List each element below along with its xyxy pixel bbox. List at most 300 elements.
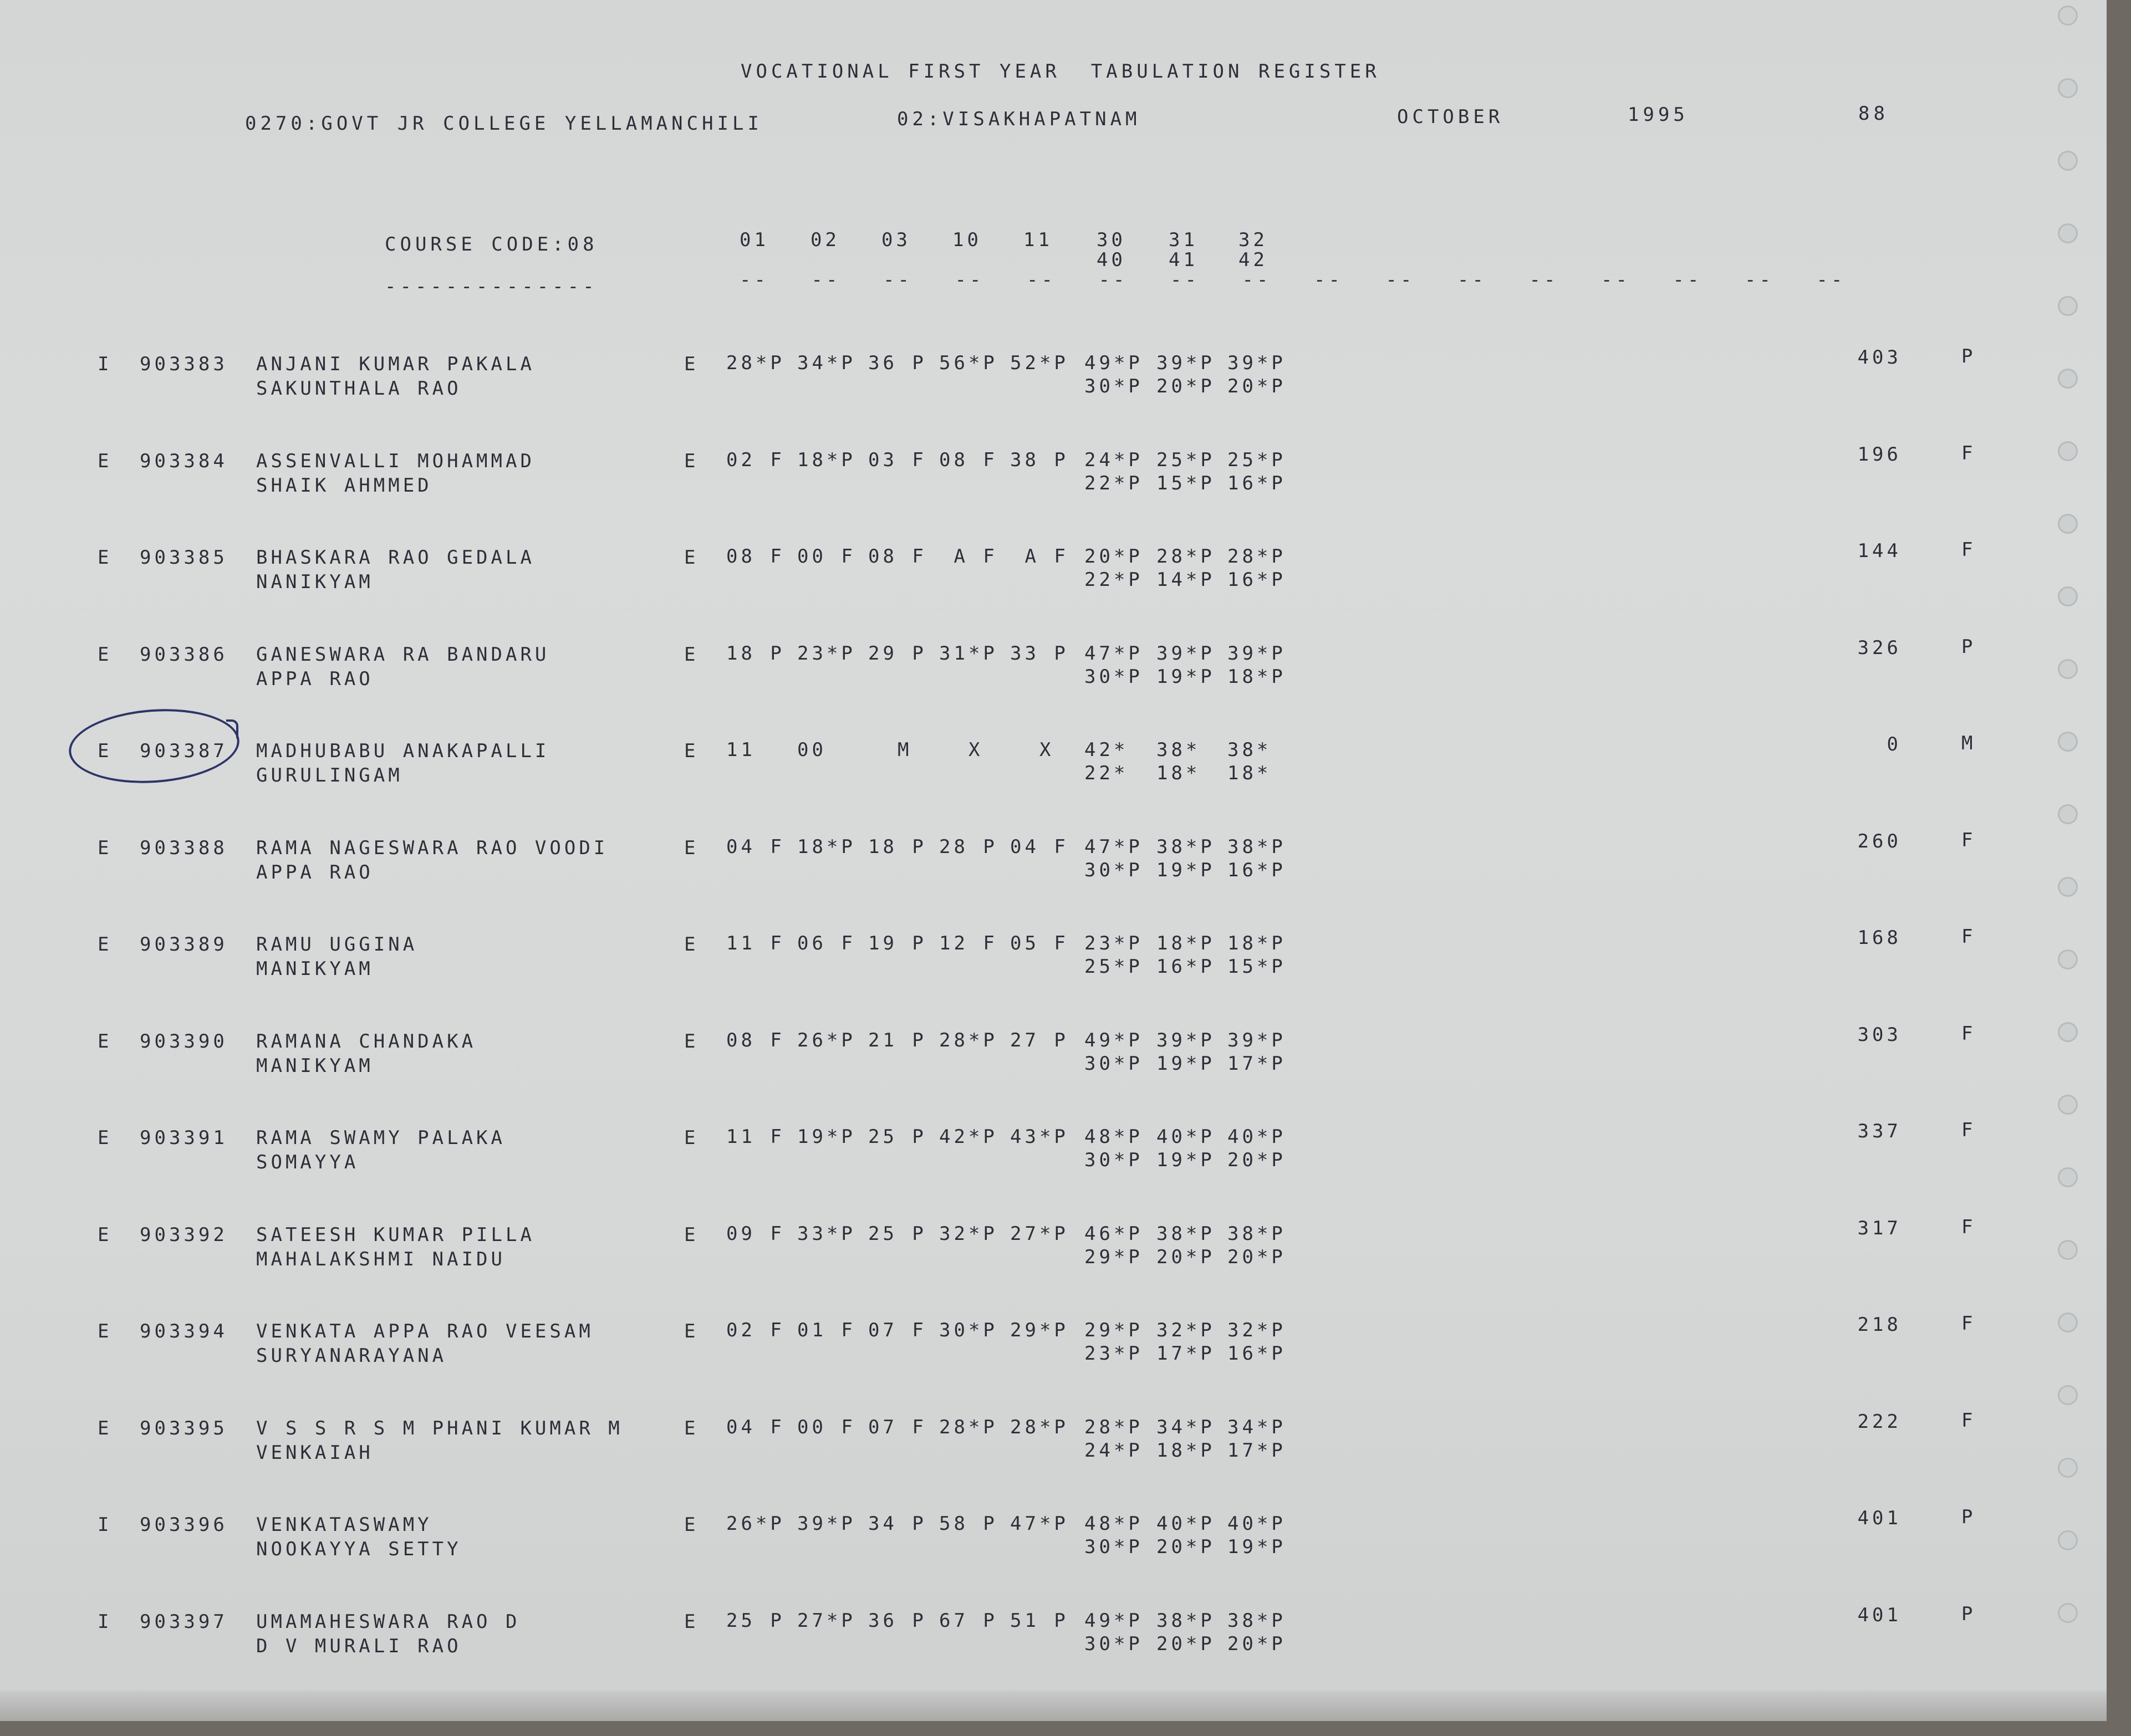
parent-name: MANIKYAM: [256, 1054, 374, 1077]
mark-cell-row2: 15*P: [1227, 956, 1286, 978]
course-code-underline: --------------: [385, 275, 598, 298]
mark-cell: 23*P: [1084, 932, 1143, 954]
medium-code: E: [684, 740, 699, 762]
mark-cell-row2: 17*P: [1156, 1342, 1215, 1365]
roll-number: 903397: [140, 1610, 228, 1633]
mark-cell: 04 F: [726, 835, 785, 858]
mark-cell: 46*P: [1084, 1222, 1143, 1245]
mark-cell: 04 F: [726, 1416, 785, 1438]
mark-cell: A F: [1010, 545, 1069, 568]
total-marks: 401: [1857, 1507, 1901, 1529]
parent-name: APPA RAO: [256, 667, 374, 690]
mark-cell-row2: 19*P: [1156, 1052, 1215, 1075]
mark-cell: 49*P: [1084, 1609, 1143, 1632]
category-code: E: [98, 1030, 113, 1053]
subject-code-3: 10: [952, 229, 982, 251]
mark-cell: 40*P: [1156, 1513, 1215, 1535]
medium-code: E: [684, 1514, 699, 1536]
mark-cell-row2: 30*P: [1084, 665, 1143, 688]
mark-cell: 38 P: [1010, 448, 1069, 471]
mark-cell: 29*P: [1010, 1319, 1069, 1341]
category-code: E: [98, 450, 113, 472]
roll-number: 903392: [140, 1223, 228, 1246]
mark-cell: 32*P: [1156, 1319, 1215, 1341]
mark-cell: 32*P: [939, 1222, 998, 1245]
mark-cell: 39*P: [1156, 1029, 1215, 1051]
roll-number: 903389: [140, 933, 228, 956]
mark-cell: 19*P: [797, 1126, 856, 1148]
student-name: UMAMAHESWARA RAO D: [256, 1610, 521, 1633]
mark-cell: 67 P: [939, 1609, 998, 1632]
mark-cell: 11 F: [726, 932, 785, 954]
category-code: I: [98, 1514, 113, 1536]
column-dash-15: --: [1816, 269, 1846, 291]
mark-cell-row2: 16*P: [1227, 859, 1286, 881]
category-code: I: [98, 353, 113, 375]
mark-cell: 09 F: [726, 1222, 785, 1245]
mark-cell: 28*P: [1227, 545, 1286, 568]
roll-number: 903391: [140, 1127, 228, 1149]
subject-code-6: 31: [1169, 229, 1198, 251]
mark-cell: 08 F: [726, 1029, 785, 1051]
mark-cell: 31*P: [939, 642, 998, 665]
total-marks: 260: [1857, 830, 1901, 852]
mark-cell-row2: 30*P: [1084, 1052, 1143, 1075]
medium-code: E: [684, 547, 699, 569]
perforation-hole: [2058, 78, 2078, 98]
mark-cell: 27*P: [1010, 1222, 1069, 1245]
total-marks: 401: [1857, 1604, 1901, 1626]
mark-cell-row2: 22*P: [1084, 569, 1143, 591]
mark-cell: 18 P: [868, 835, 927, 858]
mark-cell-row2: 22*P: [1084, 472, 1143, 494]
mark-cell-row2: 20*P: [1156, 1245, 1215, 1268]
subject-code-5: 30: [1097, 229, 1126, 251]
mark-cell: 47*P: [1084, 835, 1143, 858]
subject-code-7: 32: [1238, 229, 1268, 251]
medium-code: E: [684, 933, 699, 956]
college-name: 0270:GOVT JR COLLEGE YELLAMANCHILI: [245, 113, 763, 135]
roll-number: 903384: [140, 450, 228, 472]
medium-code: E: [684, 450, 699, 472]
total-marks: 303: [1857, 1023, 1901, 1046]
mark-cell: 34*P: [1227, 1416, 1286, 1438]
result-code: P: [1961, 1602, 1976, 1625]
mark-cell: 38*P: [1156, 1222, 1215, 1245]
mark-cell: 26*P: [797, 1029, 856, 1051]
perforation-hole: [2058, 586, 2078, 606]
medium-code: E: [684, 1030, 699, 1053]
parent-name: MAHALAKSHMI NAIDU: [256, 1248, 506, 1270]
mark-cell-row2: 20*P: [1156, 375, 1215, 397]
perforation-hole: [2058, 514, 2078, 534]
student-name: GANESWARA RA BANDARU: [256, 643, 550, 666]
result-code: M: [1961, 732, 1976, 754]
parent-name: GURULINGAM: [256, 764, 403, 787]
medium-code: E: [684, 1417, 699, 1439]
mark-cell: 34 P: [868, 1513, 927, 1535]
mark-cell: 18*P: [797, 835, 856, 858]
mark-cell: 38*P: [1156, 835, 1215, 858]
parent-name: SURYANARAYANA: [256, 1345, 447, 1367]
pen-stroke-annotation: [226, 719, 238, 738]
mark-cell-row2: 18*: [1227, 762, 1272, 784]
mark-cell: 36 P: [868, 1609, 927, 1632]
mark-cell: 18*P: [797, 448, 856, 471]
mark-cell-row2: 20*P: [1227, 1632, 1286, 1655]
mark-cell: 25 P: [868, 1222, 927, 1245]
subject-code-0: 01: [740, 229, 769, 251]
total-marks: 218: [1857, 1314, 1901, 1336]
mark-cell: 51 P: [1010, 1609, 1069, 1632]
result-code: F: [1961, 539, 1976, 561]
perforation-hole: [2058, 1313, 2078, 1332]
category-code: E: [98, 547, 113, 569]
perforation-hole: [2058, 804, 2078, 824]
column-dash-3: --: [955, 269, 985, 291]
perforation-hole: [2058, 949, 2078, 969]
subject-code-row2-0: 40: [1097, 249, 1126, 271]
category-code: E: [98, 836, 113, 859]
mark-cell: 56*P: [939, 352, 998, 374]
subject-code-4: 11: [1023, 229, 1053, 251]
perforation-hole: [2058, 732, 2078, 752]
mark-cell-row2: 15*P: [1156, 472, 1215, 494]
mark-cell-row2: 17*P: [1227, 1052, 1286, 1075]
mark-cell-row2: 16*P: [1156, 956, 1215, 978]
mark-cell: A F: [939, 545, 998, 568]
mark-cell: 48*P: [1084, 1513, 1143, 1535]
mark-cell: X: [939, 739, 983, 761]
mark-cell: 39*P: [1227, 642, 1286, 665]
total-marks: 317: [1857, 1217, 1901, 1239]
mark-cell: 33*P: [797, 1222, 856, 1245]
mark-cell: 27 P: [1010, 1029, 1069, 1051]
mark-cell: 25*P: [1227, 448, 1286, 471]
student-name: RAMA NAGESWARA RAO VOODI: [256, 836, 609, 859]
mark-cell: 39*P: [797, 1513, 856, 1535]
perforation-hole: [2058, 296, 2078, 316]
student-name: MADHUBABU ANAKAPALLI: [256, 740, 550, 762]
mark-cell: 20*P: [1084, 545, 1143, 568]
page-number: 88: [1858, 103, 1889, 125]
mark-cell: 00 F: [797, 1416, 856, 1438]
total-marks: 403: [1857, 346, 1901, 369]
mark-cell: 49*P: [1084, 1029, 1143, 1051]
result-code: P: [1961, 345, 1976, 367]
mark-cell: 38*: [1156, 739, 1201, 761]
medium-code: E: [684, 1610, 699, 1633]
mark-cell: 25*P: [1156, 448, 1215, 471]
mark-cell: 38*P: [1227, 1609, 1286, 1632]
exam-year: 1995: [1628, 104, 1689, 126]
mark-cell: 30*P: [939, 1319, 998, 1341]
mark-cell: 38*P: [1227, 1222, 1286, 1245]
result-code: P: [1961, 1506, 1976, 1528]
mark-cell: 29*P: [1084, 1319, 1143, 1341]
roll-number: 903383: [140, 353, 228, 375]
roll-number: 903395: [140, 1417, 228, 1439]
roll-number: 903390: [140, 1030, 228, 1053]
column-dash-2: --: [883, 269, 912, 291]
total-marks: 326: [1857, 636, 1901, 659]
mark-cell: 38*P: [1227, 835, 1286, 858]
result-code: F: [1961, 1409, 1976, 1432]
medium-code: E: [684, 836, 699, 859]
category-code: E: [98, 1223, 113, 1246]
mark-cell-row2: 29*P: [1084, 1245, 1143, 1268]
column-dash-9: --: [1385, 269, 1415, 291]
mark-cell: 00 F: [797, 545, 856, 568]
mark-cell-row2: 19*P: [1156, 859, 1215, 881]
mark-cell: 39*P: [1227, 1029, 1286, 1051]
mark-cell: 03 F: [868, 448, 927, 471]
mark-cell: 40*P: [1156, 1126, 1215, 1148]
mark-cell-row2: 19*P: [1156, 665, 1215, 688]
mark-cell: 43*P: [1010, 1126, 1069, 1148]
category-code: E: [98, 933, 113, 956]
perforation-hole: [2058, 1022, 2078, 1042]
mark-cell: 28 P: [939, 835, 998, 858]
mark-cell-row2: 22*: [1084, 762, 1129, 784]
hand-drawn-circle-annotation: [67, 703, 242, 788]
column-dash-1: --: [811, 269, 841, 291]
mark-cell: 01 F: [797, 1319, 856, 1341]
perforation-hole: [2058, 441, 2078, 461]
perforation-hole: [2058, 1167, 2078, 1187]
perforation-hole: [2058, 1458, 2078, 1478]
mark-cell: 00: [797, 739, 827, 761]
mark-cell: M: [868, 739, 912, 761]
student-name: RAMANA CHANDAKA: [256, 1030, 477, 1053]
mark-cell: 21 P: [868, 1029, 927, 1051]
mark-cell: 12 F: [939, 932, 998, 954]
mark-cell: 18 P: [726, 642, 785, 665]
mark-cell-row2: 20*P: [1156, 1632, 1215, 1655]
roll-number: 903388: [140, 836, 228, 859]
mark-cell: 02 F: [726, 1319, 785, 1341]
perforation-hole: [2058, 151, 2078, 171]
mark-cell: 48*P: [1084, 1126, 1143, 1148]
perforation-hole: [2058, 1095, 2078, 1115]
mark-cell: 08 F: [868, 545, 927, 568]
mark-cell: 29 P: [868, 642, 927, 665]
parent-name: SAKUNTHALA RAO: [256, 377, 462, 400]
mark-cell: 11: [726, 739, 756, 761]
result-code: F: [1961, 1216, 1976, 1238]
mark-cell: 25 P: [726, 1609, 785, 1632]
mark-cell: 05 F: [1010, 932, 1069, 954]
course-code: COURSE CODE:08: [385, 233, 598, 256]
mark-cell-row2: 18*: [1156, 762, 1201, 784]
mark-cell-row2: 19*P: [1227, 1536, 1286, 1558]
medium-code: E: [684, 1223, 699, 1246]
total-marks: 144: [1857, 540, 1901, 562]
mark-cell: 58 P: [939, 1513, 998, 1535]
mark-cell: 28*P: [939, 1029, 998, 1051]
subject-code-row2-2: 42: [1238, 249, 1268, 271]
category-code: I: [98, 1610, 113, 1633]
mark-cell: 23*P: [797, 642, 856, 665]
mark-cell: 32*P: [1227, 1319, 1286, 1341]
mark-cell: 34*P: [797, 352, 856, 374]
mark-cell-row2: 19*P: [1156, 1149, 1215, 1171]
result-code: F: [1961, 829, 1976, 851]
category-code: E: [98, 1127, 113, 1149]
perforation-hole: [2058, 1385, 2078, 1405]
result-code: F: [1961, 1022, 1976, 1045]
mark-cell: 08 F: [726, 545, 785, 568]
result-code: P: [1961, 635, 1976, 658]
parent-name: NOOKAYYA SETTY: [256, 1538, 462, 1560]
roll-number: 903386: [140, 643, 228, 666]
column-dash-5: --: [1098, 269, 1128, 291]
roll-number: 903396: [140, 1514, 228, 1536]
student-name: VENKATASWAMY: [256, 1514, 432, 1536]
student-name: BHASKARA RAO GEDALA: [256, 547, 535, 569]
mark-cell: 36 P: [868, 352, 927, 374]
mark-cell: 40*P: [1227, 1513, 1286, 1535]
district-name: 02:VISAKHAPATNAM: [897, 108, 1141, 130]
mark-cell-row2: 16*P: [1227, 569, 1286, 591]
mark-cell: 24*P: [1084, 448, 1143, 471]
column-dash-6: --: [1170, 269, 1200, 291]
parent-name: VENKAIAH: [256, 1441, 374, 1464]
mark-cell: 42*P: [939, 1126, 998, 1148]
perforation-hole: [2058, 223, 2078, 243]
column-dash-10: --: [1457, 269, 1487, 291]
mark-cell-row2: 30*P: [1084, 859, 1143, 881]
roll-number: 903385: [140, 547, 228, 569]
student-name: ANJANI KUMAR PAKALA: [256, 353, 535, 375]
mark-cell: 38*: [1227, 739, 1272, 761]
mark-cell-row2: 18*P: [1227, 665, 1286, 688]
mark-cell-row2: 30*P: [1084, 1632, 1143, 1655]
mark-cell-row2: 25*P: [1084, 956, 1143, 978]
total-marks: 337: [1857, 1120, 1901, 1142]
student-name: RAMA SWAMY PALAKA: [256, 1127, 506, 1149]
mark-cell: X: [1010, 739, 1054, 761]
sheet-bottom-edge: [0, 1691, 2107, 1721]
mark-cell: 38*P: [1156, 1609, 1215, 1632]
mark-cell: 19 P: [868, 932, 927, 954]
perforation-hole: [2058, 1530, 2078, 1550]
mark-cell: 06 F: [797, 932, 856, 954]
mark-cell-row2: 14*P: [1156, 569, 1215, 591]
parent-name: SHAIK AHMMED: [256, 474, 432, 497]
mark-cell: 47*P: [1084, 642, 1143, 665]
student-name: ASSENVALLI MOHAMMAD: [256, 450, 535, 472]
perforation-hole: [2058, 6, 2078, 25]
mark-cell: 28*P: [726, 352, 785, 374]
subject-code-1: 02: [810, 229, 840, 251]
mark-cell: 08 F: [939, 448, 998, 471]
column-dash-11: --: [1529, 269, 1559, 291]
mark-cell: 49*P: [1084, 352, 1143, 374]
mark-cell: 18*P: [1227, 932, 1286, 954]
perforation-hole: [2058, 1603, 2078, 1623]
mark-cell-row2: 18*P: [1156, 1439, 1215, 1462]
medium-code: E: [684, 353, 699, 375]
mark-cell-row2: 16*P: [1227, 1342, 1286, 1365]
mark-cell: 28*P: [1084, 1416, 1143, 1438]
mark-cell-row2: 30*P: [1084, 1149, 1143, 1171]
mark-cell: 39*P: [1156, 642, 1215, 665]
mark-cell: 33 P: [1010, 642, 1069, 665]
total-marks: 196: [1857, 443, 1901, 466]
mark-cell: 26*P: [726, 1513, 785, 1535]
total-marks: 168: [1857, 927, 1901, 949]
mark-cell: 18*P: [1156, 932, 1215, 954]
column-dash-12: --: [1601, 269, 1630, 291]
student-name: V S S R S M PHANI KUMAR M: [256, 1417, 623, 1439]
mark-cell-row2: 24*P: [1084, 1439, 1143, 1462]
mark-cell: 04 F: [1010, 835, 1069, 858]
student-name: SATEESH KUMAR PILLA: [256, 1223, 535, 1246]
mark-cell: 39*P: [1156, 352, 1215, 374]
perforation-hole: [2058, 877, 2078, 897]
total-marks: 0: [1887, 733, 1901, 755]
student-name: VENKATA APPA RAO VEESAM: [256, 1320, 594, 1342]
roll-number: 903387: [140, 740, 228, 762]
column-dash-8: --: [1314, 269, 1343, 291]
column-dash-0: --: [740, 269, 769, 291]
mark-cell-row2: 17*P: [1227, 1439, 1286, 1462]
mark-cell-row2: 30*P: [1084, 1536, 1143, 1558]
mark-cell: 02 F: [726, 448, 785, 471]
category-code: E: [98, 643, 113, 666]
medium-code: E: [684, 1320, 699, 1342]
column-dash-13: --: [1673, 269, 1702, 291]
column-dash-7: --: [1242, 269, 1272, 291]
parent-name: APPA RAO: [256, 861, 374, 884]
result-code: F: [1961, 442, 1976, 464]
parent-name: SOMAYYA: [256, 1151, 359, 1173]
mark-cell: 07 F: [868, 1319, 927, 1341]
subject-code-row2-1: 41: [1169, 249, 1198, 271]
mark-cell: 28*P: [939, 1416, 998, 1438]
result-code: F: [1961, 1313, 1976, 1335]
mark-cell-row2: 30*P: [1084, 375, 1143, 397]
perforation-hole: [2058, 659, 2078, 679]
parent-name: D V MURALI RAO: [256, 1635, 462, 1657]
mark-cell: 28*P: [1010, 1416, 1069, 1438]
roll-number: 903394: [140, 1320, 228, 1342]
student-name: RAMU UGGINA: [256, 933, 418, 956]
mark-cell: 27*P: [797, 1609, 856, 1632]
mark-cell: 28*P: [1156, 545, 1215, 568]
category-code: E: [98, 1417, 113, 1439]
mark-cell: 11 F: [726, 1126, 785, 1148]
exam-month: OCTOBER: [1397, 106, 1504, 128]
medium-code: E: [684, 643, 699, 666]
perforation-hole: [2058, 369, 2078, 389]
mark-cell-row2: 23*P: [1084, 1342, 1143, 1365]
mark-cell-row2: 20*P: [1227, 1149, 1286, 1171]
subject-code-2: 03: [881, 229, 911, 251]
mark-cell: 47*P: [1010, 1513, 1069, 1535]
medium-code: E: [684, 1127, 699, 1149]
mark-cell-row2: 20*P: [1227, 375, 1286, 397]
result-code: F: [1961, 926, 1976, 948]
mark-cell: 40*P: [1227, 1126, 1286, 1148]
mark-cell: 42*: [1084, 739, 1129, 761]
mark-cell: 07 F: [868, 1416, 927, 1438]
parent-name: NANIKYAM: [256, 571, 374, 593]
mark-cell-row2: 20*P: [1227, 1245, 1286, 1268]
mark-cell: 34*P: [1156, 1416, 1215, 1438]
register-title: VOCATIONAL FIRST YEAR TABULATION REGISTER: [741, 60, 1380, 83]
